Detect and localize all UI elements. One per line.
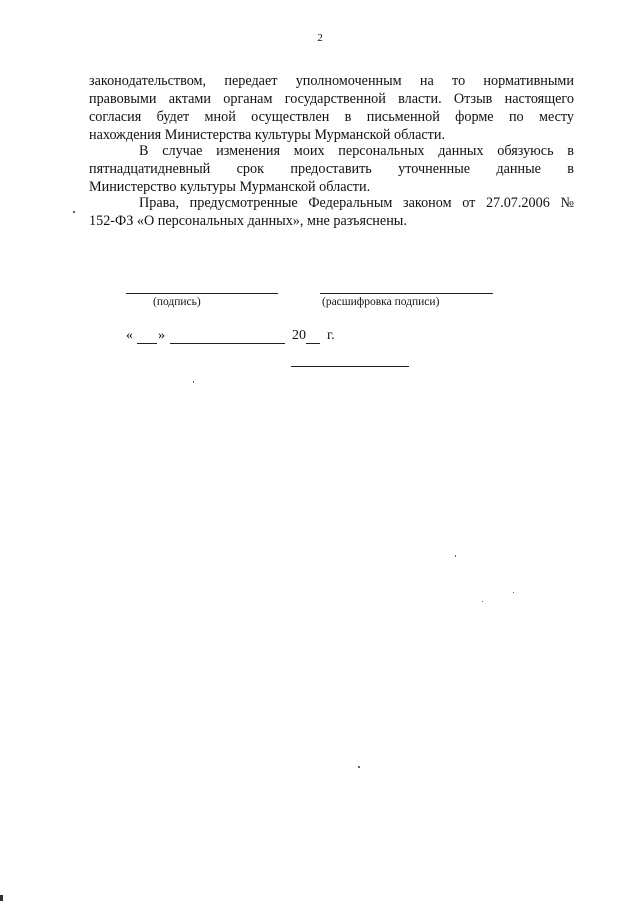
- date-year-blank: [306, 343, 320, 344]
- scan-speck: [358, 766, 360, 768]
- scan-speck: [193, 381, 194, 383]
- signature-decoding-caption: (расшифровка подписи): [322, 296, 440, 308]
- date-century: 20: [292, 328, 306, 343]
- date-close-quote: »: [158, 328, 165, 343]
- paragraph-rights-explained: [89, 194, 574, 230]
- text-line: согласия будет мной осуществлен в письменной форме по месту: [89, 109, 574, 125]
- date-day-blank: [137, 343, 157, 344]
- date-open-quote: «: [126, 328, 133, 343]
- signature-caption: (подпись): [153, 296, 201, 308]
- scan-speck: [0, 895, 3, 901]
- scan-speck: [513, 592, 514, 593]
- text-line: 152-ФЗ «О персональных данных», мне разъяснены.: [89, 213, 407, 229]
- scan-speck: [73, 211, 75, 213]
- paragraph-consent-revocation: [89, 72, 574, 144]
- text-line: законодательством, передает уполномоченным на то нормативными: [89, 73, 574, 89]
- paragraph-data-change-obligation: [89, 142, 574, 196]
- text-line: нахождения Министерства культуры Мурманской области.: [89, 127, 446, 143]
- scan-speck: [455, 555, 456, 557]
- date-month-blank: [170, 343, 285, 344]
- text-line: Права, предусмотренные Федеральным законом от 27.07.2006 №: [139, 195, 574, 211]
- date-year-suffix: г.: [327, 328, 335, 343]
- text-line: правовыми актами органам государственной власти. Отзыв настоящего: [89, 91, 574, 107]
- text-line: Министерство культуры Мурманской области.: [89, 179, 371, 195]
- signature-decoding-line: [320, 293, 493, 294]
- scan-speck: [482, 601, 483, 602]
- page-number: 2: [317, 32, 323, 44]
- signature-line: [126, 293, 278, 294]
- end-of-text-rule: [291, 366, 409, 367]
- text-line: В случае изменения моих персональных данных обязуюсь в: [139, 143, 574, 159]
- text-line: пятнадцатидневный срок предоставить уточненные данные в: [89, 161, 574, 177]
